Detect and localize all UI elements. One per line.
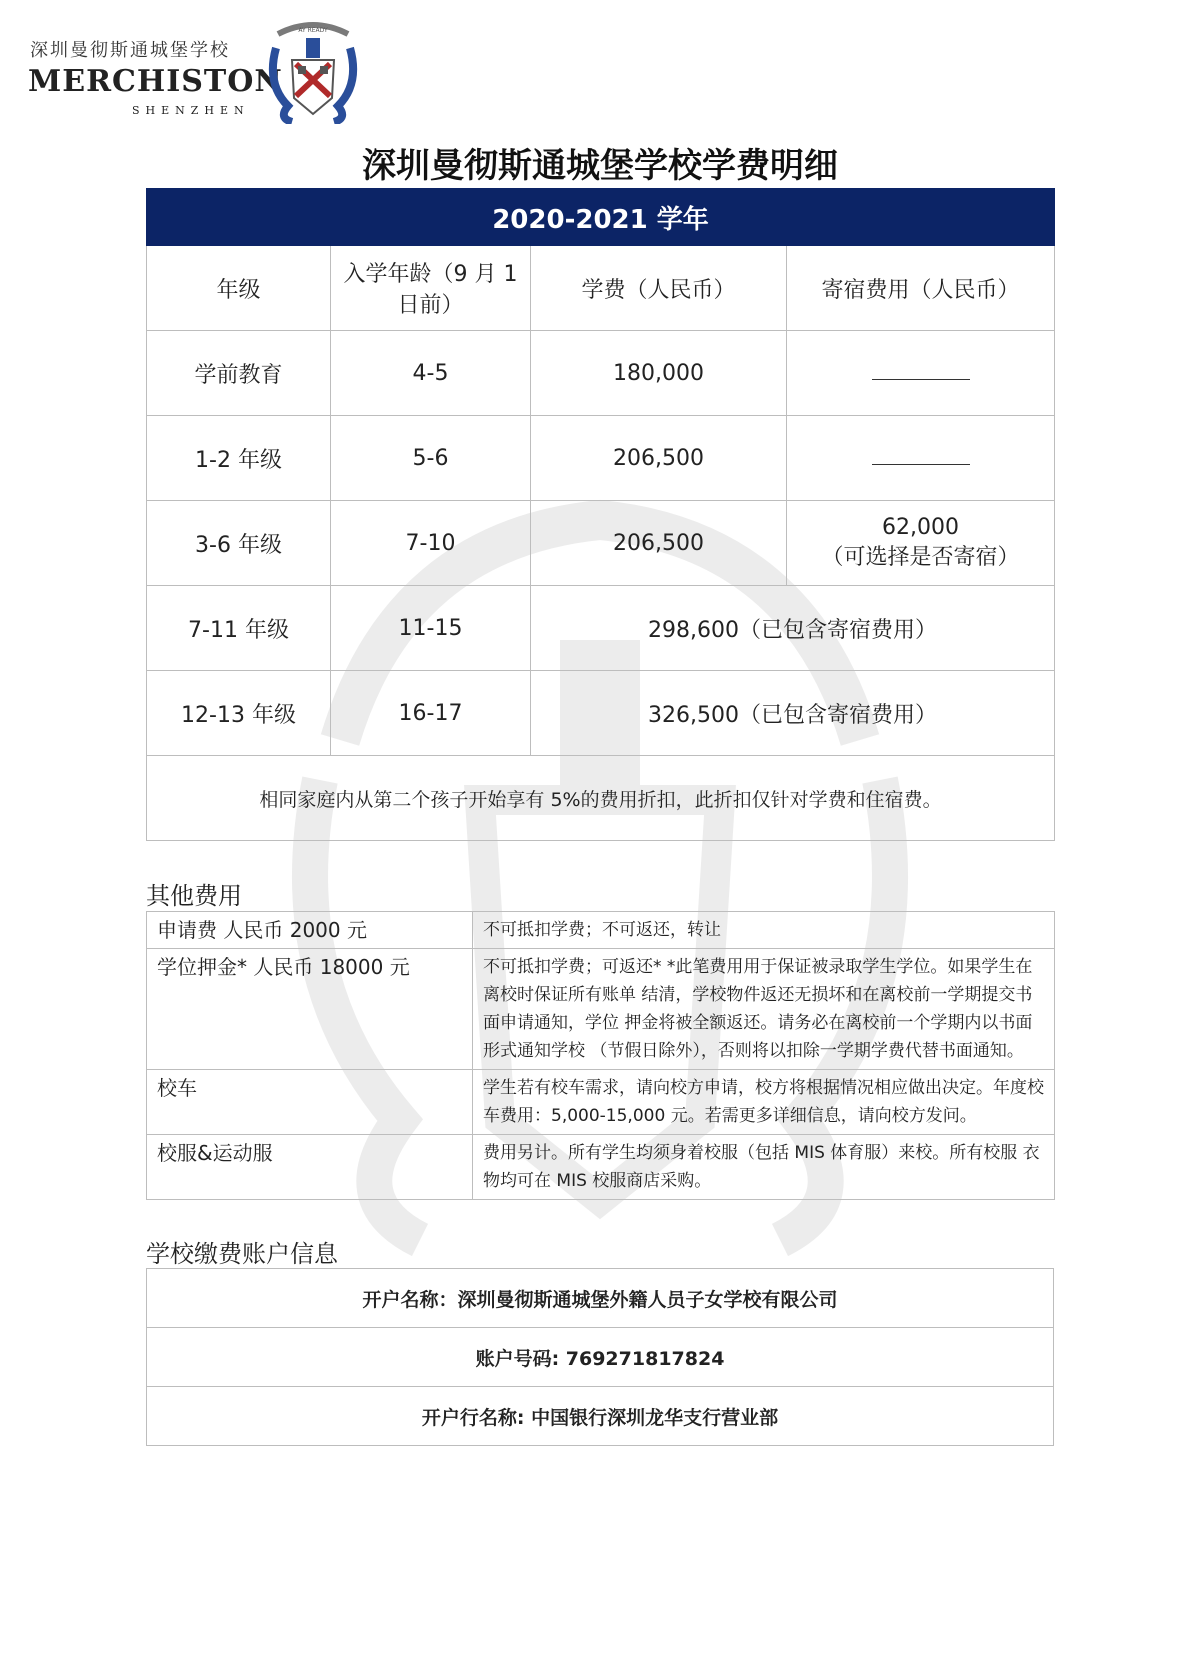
header-age: 入学年龄（9 月 1 日前）	[331, 246, 531, 331]
logo-city: SHENZHEN	[132, 104, 250, 117]
school-crest-icon	[268, 14, 358, 124]
table-row	[147, 1328, 1054, 1387]
boarding-optional-note: （可选择是否寄宿）	[821, 545, 1020, 570]
table-row	[147, 1070, 1055, 1135]
discount-note-row	[147, 756, 1055, 841]
grade-cell: 3-6 年级	[147, 501, 331, 586]
grade-cell: 1-2 年级	[147, 416, 331, 501]
age-cell: 11-15	[331, 586, 531, 671]
grade-cell: 学前教育	[147, 331, 331, 416]
fee-item: 校服&运动服	[147, 1135, 473, 1200]
table-row	[147, 501, 1055, 586]
logo-cn-name: 深圳曼彻斯通城堡学校	[30, 40, 230, 61]
table-row	[147, 1269, 1054, 1328]
table-row	[147, 331, 1055, 416]
table-row	[147, 586, 1055, 671]
boarding-cell	[787, 501, 1055, 586]
table-row	[147, 416, 1055, 501]
boarding-cell	[787, 331, 1055, 416]
logo-en-name: MERCHISTON	[28, 64, 283, 99]
tuition-cell: 206,500	[531, 416, 787, 501]
page-title: 深圳曼彻斯通城堡学校学费明细	[362, 146, 838, 186]
grade-cell: 7-11 年级	[147, 586, 331, 671]
age-cell: 16-17	[331, 671, 531, 756]
fee-desc: 费用另计。所有学生均须身着校服（包括 MIS 体育服）来校。所有校服 衣物均可在 MIS 校服商店采购。	[473, 1135, 1055, 1200]
header-boarding: 寄宿费用（人民币）	[787, 246, 1055, 331]
age-cell: 4-5	[331, 331, 531, 416]
age-cell: 7-10	[331, 501, 531, 586]
bank-name: 开户行名称: 中国银行深圳龙华支行营业部	[147, 1387, 1054, 1446]
blank-dash	[872, 462, 970, 465]
table-row	[147, 949, 1055, 1070]
tuition-cell: 206,500	[531, 501, 787, 586]
boarding-cell	[787, 416, 1055, 501]
age-cell: 5-6	[331, 416, 531, 501]
blank-dash	[872, 377, 970, 380]
fee-desc: 不可抵扣学费；可返还* *此笔费用用于保证被录取学生学位。如果学生在离校时保证所有账单 结清，学校物件返还无损坏和在离校前一学期提交书面申请通知，学位 押金将被全额返还。请务必在离校前一个学期内以书面形式通知学校 （节假日除外），否则将以扣除一学期学费代替书面通知。	[473, 949, 1055, 1070]
fee-item: 学位押金* 人民币 18000 元	[147, 949, 473, 1070]
school-logo	[28, 14, 358, 124]
table-row	[147, 1387, 1054, 1446]
table-row	[147, 1135, 1055, 1200]
account-name: 开户名称：深圳曼彻斯通城堡外籍人员子女学校有限公司	[147, 1269, 1054, 1328]
fee-table-year-row	[147, 189, 1055, 246]
fee-desc: 学生若有校车需求，请向校方申请，校方将根据情况相应做出决定。年度校车费用：5,000-15,000 元。若需更多详细信息，请向校方发问。	[473, 1070, 1055, 1135]
combined-fee-cell: 326,500（已包含寄宿费用）	[531, 671, 1055, 756]
other-fees-title: 其他费用	[146, 882, 242, 910]
fee-item: 申请费 人民币 2000 元	[147, 912, 473, 949]
boarding-amount: 62,000	[882, 515, 959, 540]
account-info-table	[146, 1268, 1054, 1446]
fee-desc: 不可抵扣学费；不可返还，转让	[473, 912, 1055, 949]
account-number: 账户号码: 769271817824	[147, 1328, 1054, 1387]
svg-text:AY READY: AY READY	[298, 27, 328, 34]
grade-cell: 12-13 年级	[147, 671, 331, 756]
other-fees-table	[146, 911, 1055, 1200]
academic-year: 2020-2021 学年	[147, 189, 1055, 246]
fee-item: 校车	[147, 1070, 473, 1135]
fee-table-header	[147, 246, 1055, 331]
table-row	[147, 912, 1055, 949]
tuition-cell: 180,000	[531, 331, 787, 416]
combined-fee-cell: 298,600（已包含寄宿费用）	[531, 586, 1055, 671]
discount-note: 相同家庭内从第二个孩子开始享有 5%的费用折扣，此折扣仅针对学费和住宿费。	[147, 756, 1055, 841]
table-row	[147, 671, 1055, 756]
account-info-title: 学校缴费账户信息	[146, 1240, 338, 1268]
fee-table	[146, 188, 1055, 841]
header-tuition: 学费（人民币）	[531, 246, 787, 331]
header-grade: 年级	[147, 246, 331, 331]
